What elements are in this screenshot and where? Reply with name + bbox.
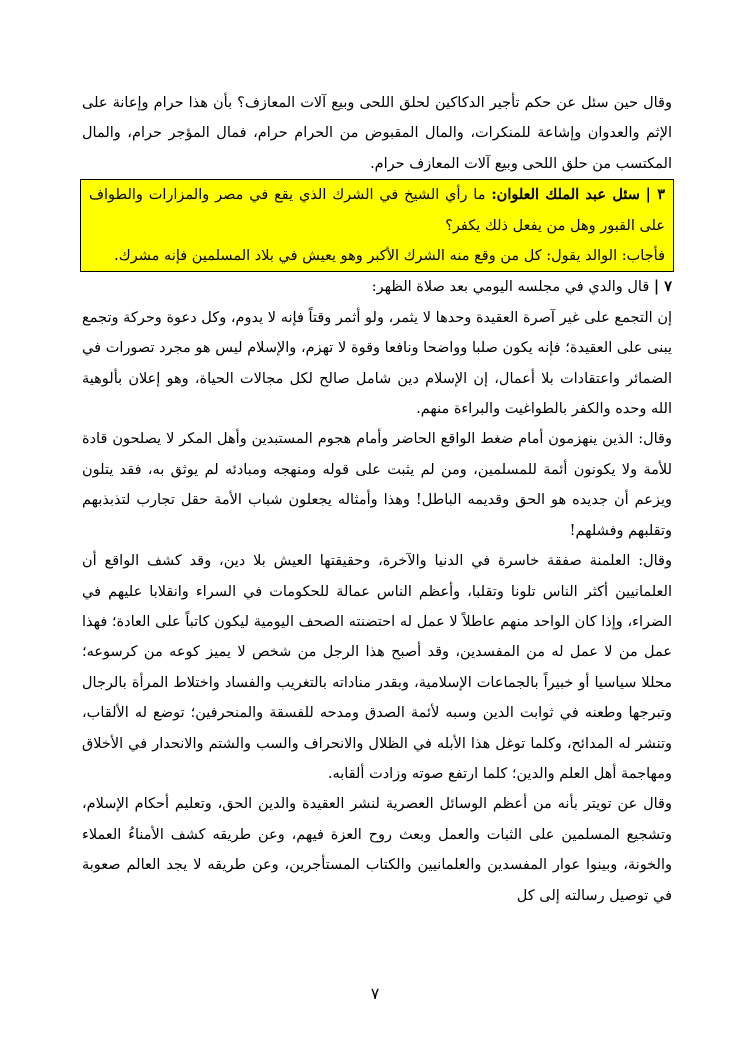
- question-text: ما رأي الشيخ في الشرك الذي يقع في مصر والمزارات والطواف على القبور وهل من يفعل ذلك يكفر؟: [89, 187, 665, 234]
- item-number: ٧ |: [653, 278, 672, 296]
- paragraph-secularism: وقال: العلمنة صفقة خاسرة في الدنيا والآخرة، وحقيقتها العيش بلا دين، وقد كشف الواقع أن العلمانيين أكثر الناس تلونا وتقلبا، وأعظم الناس عمالة للحكومات في السراء وانقلابا عليهم في الضراء، وإذا كان الواحد منهم عاطلاً لا عمل له احتضنته الصحف اليومية ليكون كاتباً على العادة؛ فهذا عمل من لا عمل له من المفسدين، وقد أصبح هذا الرجل من شخص لا يميز كوعه من كرسوعه؛ محللا سياسيا أو خبيراً بالجماعات الإسلامية، وبقدر مناداته بالتغريب والفساد واختلاط المرأة بالرجال وتبرجها وطعنه في ثوابت الدين وسبه لأئمة الصدق ومدحه للفسقة والمنحرفين؛ توضع له الألقاب، وتنشر له المدائح، وكلما توغل هذا الأبله في الظلال والانحراف والسب والشتم والانحدار في الأخلاق ومهاجمة أهل العلم والدين؛ كلما ارتفع صوته وزادت ألقابه.: [82, 553, 672, 782]
- question-line: [89, 180, 665, 241]
- page-number: ٧: [370, 984, 380, 1003]
- paragraph-shaving-shops: وقال حين سئل عن حكم تأجير الدكاكين لحلق اللحى وبيع آلات المعازف؟ بأن هذا حرام وإعانة على الإثم والعدوان وإشاعة للمنكرات، والمال المقبوض من الحرام حرام، فمال المؤجر حرام، والمال المكتسب من حلق اللحى وبيع آلات المعازف حرام.: [82, 95, 672, 172]
- highlighted-question-box: [80, 179, 674, 272]
- answer-text: فأجاب: الوالد يقول: كل من وقع منه الشرك الأكبر وهو يعيش في بلاد المسلمين فإنه مشرك.: [114, 248, 665, 265]
- paragraph-daily-session: ٧ | قال والدي في مجلسه اليومي بعد صلاة الظهر:: [371, 278, 672, 296]
- paragraph-defeated-leaders: وقال: الذين ينهزمون أمام ضغط الواقع الحاضر وأمام هجوم المستبدين وأهل المكر لا يصلحون قادة للأمة ولا يكونون أئمة للمسلمين، ومن لم يثبت على قوله ومنهجه ومبادئه لم يوثق به، فقد يتلون ويزعم أن جديده هو الحق وقديمه الباطل! وهذا وأمثاله يجعلون شباب الأمة حقل تجارب لتذبذبهم وتقلبهم وفشلهم!: [82, 431, 672, 539]
- questioner-label: سئل عبد الملك العلوان:: [491, 186, 640, 204]
- paragraph-creed-gathering: إن التجمع على غير آصرة العقيدة وحدها لا يثمر، ولو أثمر وقتاً فإنه لا يدوم، وكل دعوة وحركة وتجمع يبنى على العقيدة؛ فإنه يكون صلبا وواضحا ونافعا وقوة لا تهزم، والإسلام ليس هو مجرد تصورات في الضمائر واعتقادات بلا أعمال، إن الإسلام دين شامل صالح لكل مجالات الحياة، وهو إعلان بألوهية الله وحده والكفر بالطواغيت والبراءة منهم.: [82, 309, 672, 418]
- item-number: ٣ |: [645, 186, 665, 204]
- paragraph-twitter: وقال عن تويتر بأنه من أعظم الوسائل العصرية لنشر العقيدة والدين الحق، وتعليم أحكام الإسلام، وتشجيع المسلمين على الثبات والعمل وبعث روح العزة فيهم، وعن طريقه كشف الأمناءُ العملاء والخونة، وبينوا عوار المفسدين والعلمانيين والكتاب المستأجرين، وعن طريقه لا يجد العالم صعوبة في توصيل رسالته إلى كل: [82, 796, 672, 904]
- document-page: [82, 88, 672, 911]
